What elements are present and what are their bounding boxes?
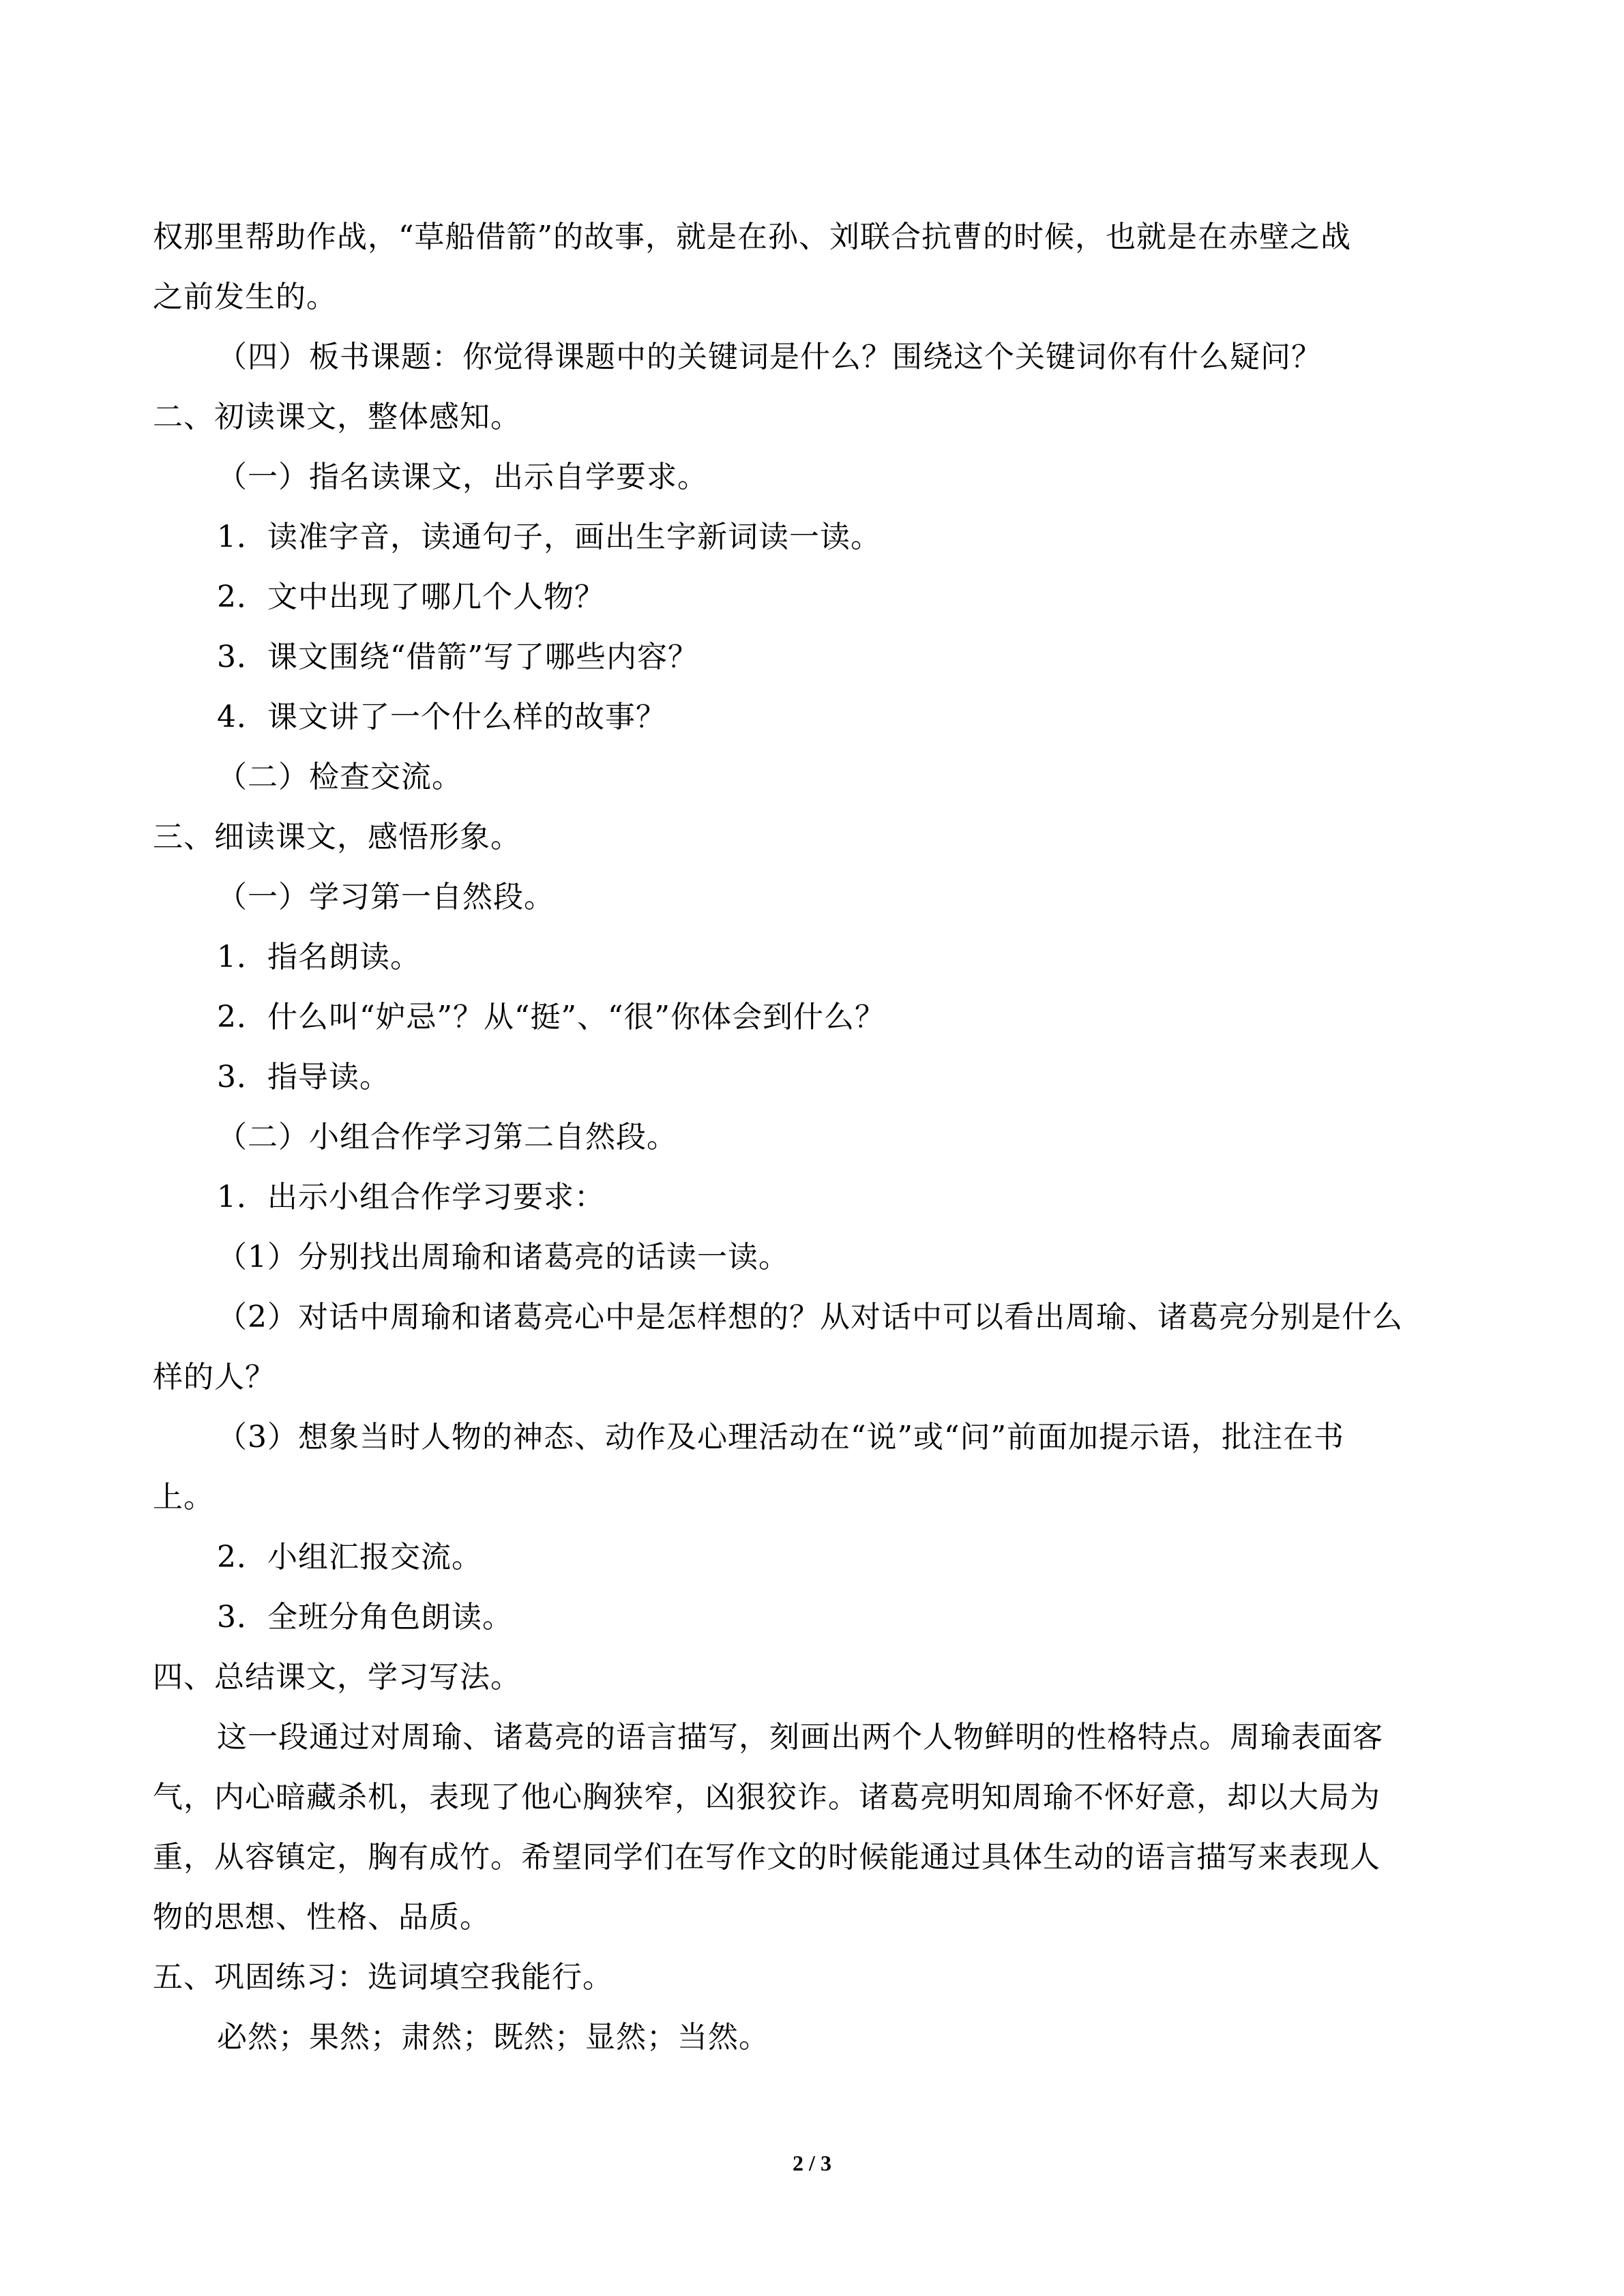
subsection-heading: （二）小组合作学习第二自然段。 bbox=[217, 1120, 677, 1154]
sub-list-item: （3）想象当时人物的神态、动作及心理活动在“说”或“问”前面加提示语，批注在书 bbox=[217, 1420, 1344, 1455]
list-item: 2．什么叫“妒忌”？从“挺”、“很”你体会到什么？ bbox=[217, 1000, 885, 1034]
document-body bbox=[153, 207, 1483, 2068]
list-item: 3．指导读。 bbox=[217, 1060, 390, 1094]
text-line: 重，从容镇定，胸有成竹。希望同学们在写作文的时候能通过具体生动的语言描写来表现人 bbox=[153, 1840, 1381, 1875]
section-heading: 四、总结课文，学习写法。 bbox=[153, 1660, 521, 1695]
subsection-heading: （二）检查交流。 bbox=[217, 760, 462, 794]
list-item: 1．指名朗读。 bbox=[217, 940, 421, 974]
text-line: 样的人？ bbox=[153, 1360, 276, 1395]
text-line: （四）板书课题：你觉得课题中的关键词是什么？围绕这个关键词你有什么疑问？ bbox=[217, 340, 1322, 374]
list-item: 1．出示小组合作学习要求： bbox=[217, 1180, 605, 1214]
list-item: 1．读准字音，读通句子，画出生字新词读一读。 bbox=[217, 520, 881, 554]
text-line: 必然；果然；肃然；既然；显然；当然。 bbox=[217, 2020, 769, 2055]
text-line: 气，内心暗藏杀机，表现了他心胸狭窄，凶狠狡诈。诸葛亮明知周瑜不怀好意，却以大局为 bbox=[153, 1780, 1381, 1815]
page-number: 2 / 3 bbox=[793, 2151, 831, 2175]
text-line: 这一段通过对周瑜、诸葛亮的语言描写，刻画出两个人物鲜明的性格特点。周瑜表面客 bbox=[217, 1720, 1383, 1755]
list-item: 4．课文讲了一个什么样的故事？ bbox=[217, 700, 666, 734]
section-heading: 三、细读课文，感悟形象。 bbox=[153, 820, 521, 854]
subsection-heading: （一）学习第一自然段。 bbox=[217, 880, 555, 914]
subsection-heading: （一）指名读课文，出示自学要求。 bbox=[217, 460, 708, 494]
list-item: 3．全班分角色朗读。 bbox=[217, 1600, 513, 1635]
list-item: 2．文中出现了哪几个人物？ bbox=[217, 580, 605, 614]
text-line: 权那里帮助作战，“草船借箭”的故事，就是在孙、刘联合抗曹的时候，也就是在赤壁之战 bbox=[153, 220, 1351, 254]
list-item: 2．小组汇报交流。 bbox=[217, 1540, 482, 1575]
sub-list-item: （2）对话中周瑜和诸葛亮心中是怎样想的？从对话中可以看出周瑜、诸葛亮分别是什么 bbox=[217, 1300, 1403, 1335]
text-line: 物的思想、性格、品质。 bbox=[153, 1900, 490, 1935]
text-line: 之前发生的。 bbox=[153, 280, 337, 314]
list-item: 3．课文围绕“借箭”写了哪些内容？ bbox=[217, 640, 698, 674]
text-line: 上。 bbox=[153, 1480, 214, 1515]
section-heading: 二、初读课文，整体感知。 bbox=[153, 400, 521, 434]
section-heading: 五、巩固练习：选词填空我能行。 bbox=[153, 1960, 613, 1995]
sub-list-item: （1）分别找出周瑜和诸葛亮的话读一读。 bbox=[217, 1240, 789, 1274]
